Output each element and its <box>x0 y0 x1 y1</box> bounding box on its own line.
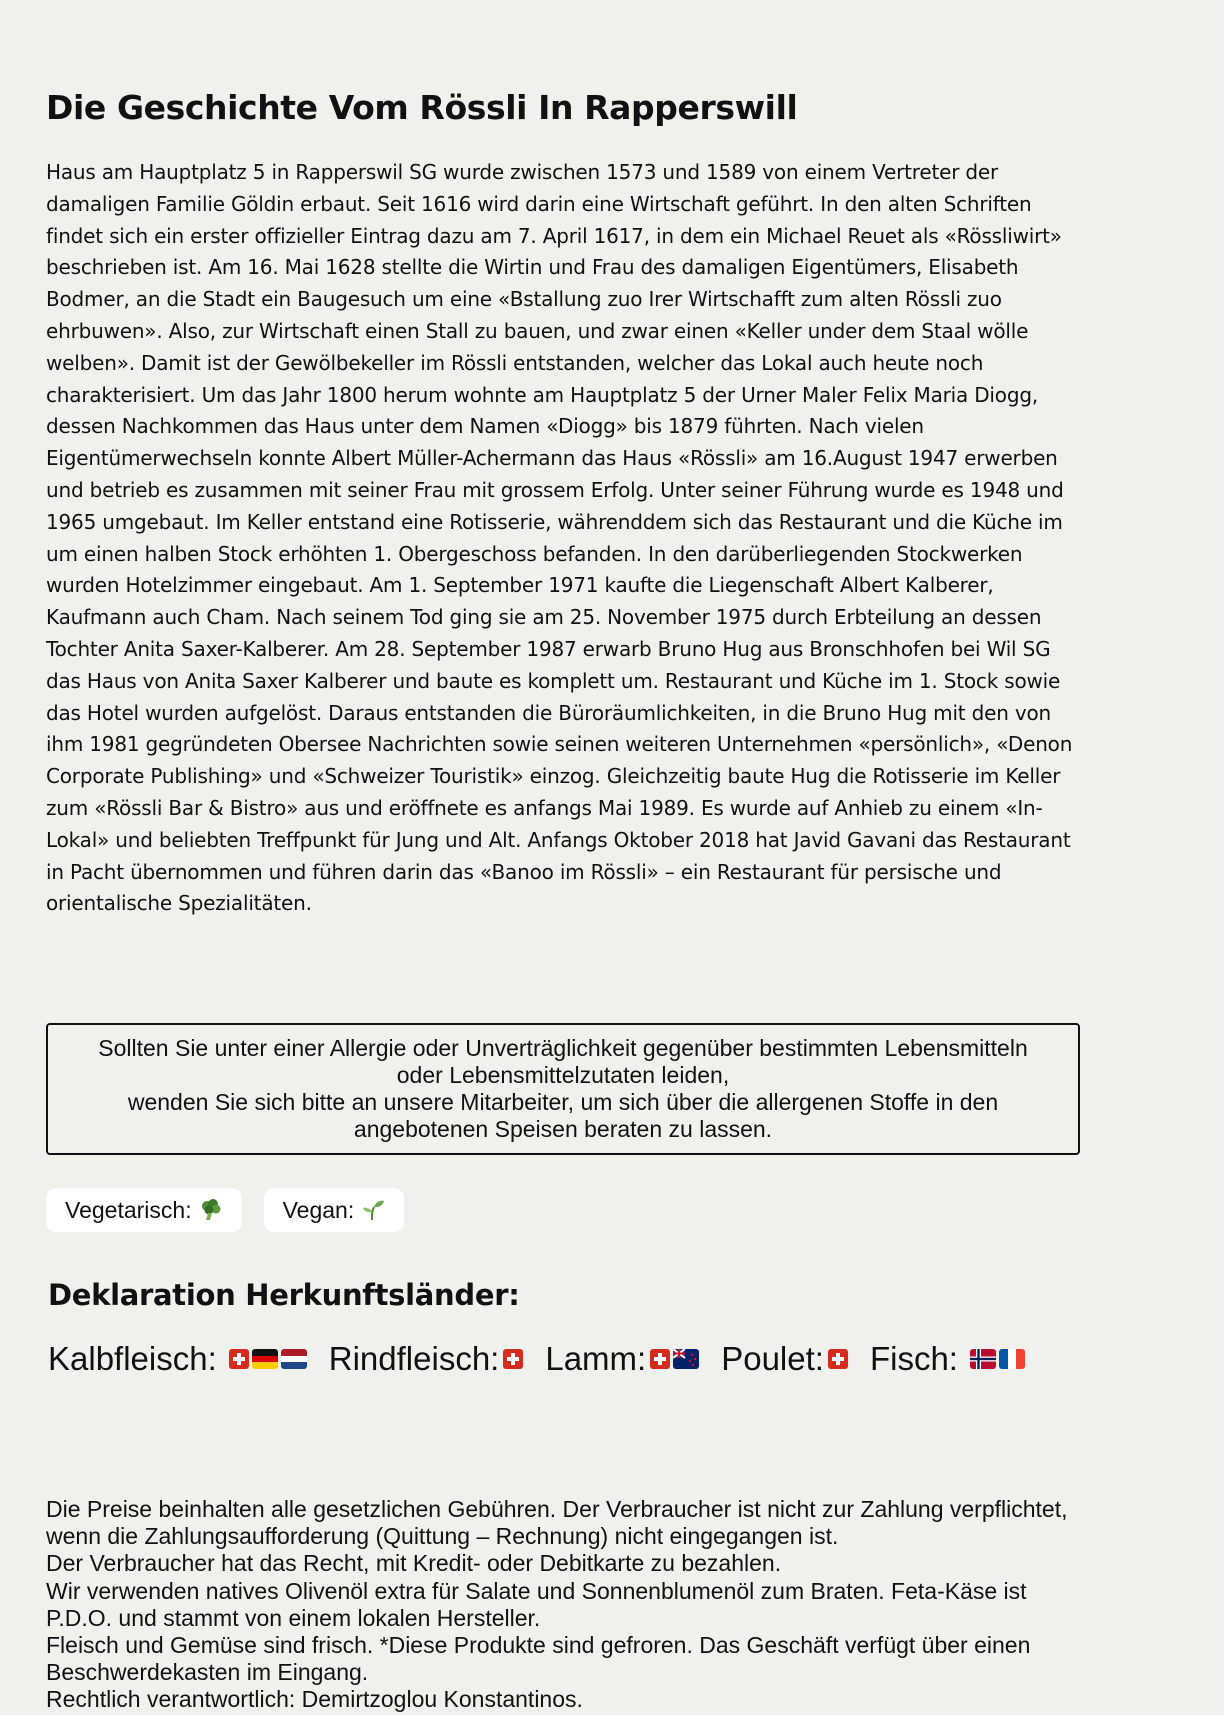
origin-item-kalbfleisch <box>48 1340 307 1378</box>
germany-flag-icon <box>252 1349 278 1369</box>
allergy-notice-line-1: Sollten Sie unter einer Allergie oder Unverträglichkeit gegenüber bestimmten Lebensmitteln oder Lebensmittelzutaten leiden, <box>98 1035 1028 1088</box>
allergy-notice-line-2: wenden Sie sich bitte an unsere Mitarbeiter, um sich über die allergenen Stoffe in den angebotenen Speisen beraten zu lassen. <box>127 1089 999 1142</box>
origin-label: Rindfleisch: <box>328 1340 500 1377</box>
allergy-notice <box>46 1023 1080 1155</box>
origin-declaration <box>48 1340 1047 1378</box>
vegan-label: Vegan: <box>282 1196 355 1223</box>
seedling-icon <box>360 1198 386 1222</box>
france-flag-icon <box>999 1349 1025 1369</box>
switzerland-flag-icon <box>828 1349 848 1369</box>
history-page <box>46 88 1086 1713</box>
origin-label: Lamm: <box>545 1340 647 1377</box>
legal-note-oil: Wir verwenden natives Olivenöl extra für Salate und Sonnenblumenöl zum Braten. Feta-Käse ist P.D.O. und stammt von einem lokalen Hersteller. <box>46 1577 1027 1631</box>
legal-notes <box>46 1496 1086 1714</box>
broccoli-icon <box>198 1198 224 1222</box>
origin-item-fisch <box>870 1340 1025 1378</box>
netherlands-flag-icon <box>281 1349 307 1369</box>
new-zealand-flag-icon <box>673 1349 699 1369</box>
origin-label: Kalbfleisch: <box>48 1340 217 1377</box>
origin-item-rindfleisch <box>329 1340 524 1378</box>
origin-declaration-title: Deklaration Herkunftsländer: <box>48 1278 520 1312</box>
legal-note-fresh: Fleisch und Gemüse sind frisch. *Diese Produkte sind gefroren. Das Geschäft verfügt über einen Beschwerdekasten im Eingang. <box>46 1632 1031 1686</box>
vegetarian-tag <box>46 1188 242 1232</box>
switzerland-flag-icon <box>650 1349 670 1369</box>
origin-label: Poulet: <box>721 1340 824 1377</box>
origin-item-lamm <box>545 1340 699 1378</box>
legal-note-responsible: Rechtlich verantwortlich: Demirtzoglou Konstantinos. <box>46 1686 583 1713</box>
legal-note-payment: Der Verbraucher hat das Recht, mit Kredit- oder Debitkarte zu bezahlen. <box>46 1550 782 1577</box>
norway-flag-icon <box>970 1349 996 1369</box>
switzerland-flag-icon <box>229 1349 249 1369</box>
origin-item-poulet <box>721 1340 848 1378</box>
diet-legend <box>46 1188 404 1232</box>
page-title: Die Geschichte Vom Rössli In Rapperswill <box>46 88 798 127</box>
origin-label: Fisch: <box>869 1340 958 1377</box>
vegetarian-label: Vegetarisch: <box>65 1196 192 1223</box>
history-text: Haus am Hauptplatz 5 in Rapperswil SG wurde zwischen 1573 und 1589 von einem Vertreter der damaligen Familie Göldin erbaut. Seit 1616 wird darin eine Wirtschaft geführt. In den alten Schriften findet sich ein erster offizieller Eintrag dazu am 7. April 1617, in dem ein Michael Reuet als «Rössliwirt» beschrieben ist. Am 16. Mai 1628 stellte die Wirtin und Frau des damaligen Eigentümers, Elisabeth Bodmer, an die Stadt ein Baugesuch um eine «Bstallung zuo Irer Wirtschafft zum alten Rössli zuo ehrbuwen». Also, zur Wirtschaft einen Stall zu bauen, und zwar einen «Keller under dem Staal wölle welben». Damit ist der Gewölbekeller im Rössli entstanden, welcher das Lokal auch heute noch charakterisiert. Um das Jahr 1800 herum wohnte am Hauptplatz 5 der Urner Maler Felix Maria Diogg, dessen Nachkommen das Haus unter dem Namen «Diogg» bis 1879 führten. Nach vielen Eigentümerwechseln konnte Albert Müller-Achermann das Haus «Rössli» am 16.August 1947 erwerben und betrieb es zusammen mit seiner Frau mit grossem Erfolg. Unter seiner Führung wurde es 1948 und 1965 umgebaut. Im Keller entstand eine Rotisserie, währenddem sich das Restaurant und die Küche im um einen halben Stock erhöhten 1. Obergeschoss befanden. In den darüberliegenden Stockwerken wurden Hotelzimmer eingebaut. Am 1. September 1971 kaufte die Liegenschaft Albert Kalberer, Kaufmann auch Cham. Nach seinem Tod ging sie am 25. November 1975 durch Erbteilung an dessen Tochter Anita Saxer-Kalberer. Am 28. September 1987 erwarb Bruno Hug aus Bronschhofen bei Wil SG das Haus von Anita Saxer Kalberer und baute es komplett um. Restaurant und Küche im 1. Stock sowie das Hotel wurden aufgelöst. Daraus entstanden die Büroräumlichkeiten, in die Bruno Hug mit den von ihm 1981 gegründeten Obersee Nachrichten sowie seinen weiteren Unternehmen «persönlich», «Denon Corporate Publishing» und «Schweizer Touristik» einzog. Gleichzeitig baute Hug die Rotisserie im Keller zum «Rössli Bar & Bistro» aus und eröffnete es anfangs Mai 1989. Es wurde auf Anhieb zu einem «In-Lokal» und beliebten Treffpunkt für Jung und Alt. Anfangs Oktober 2018 hat Javid Gavani das Restaurant in Pacht übernommen und führen darin das «Banoo im Rössli» – ein Restaurant für persische und orientalische Spezialitäten. <box>46 160 1073 916</box>
legal-note-prices: Die Preise beinhalten alle gesetzlichen Gebühren. Der Verbraucher ist nicht zur Zahlung verpflichtet, wenn die Zahlungsaufforderung (Quittung – Rechnung) nicht eingegangen ist. <box>46 1496 1068 1550</box>
vegan-tag <box>264 1188 405 1232</box>
switzerland-flag-icon <box>503 1349 523 1369</box>
